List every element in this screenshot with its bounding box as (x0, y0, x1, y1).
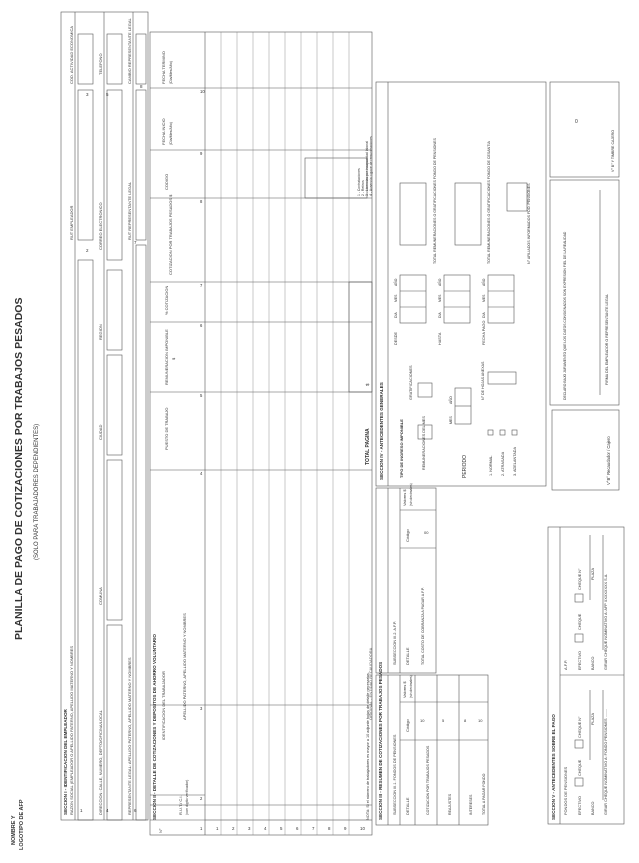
s2-remun-unit: $ (171, 357, 176, 360)
s4-total-cesantia-label: TOTAL REMUNERACIONES O GRATIFICACIONES FONDO DE CESANTIA (487, 141, 491, 264)
s1-actividad-label: COD. ACTIVIDAD ECONOMICA (69, 25, 74, 84)
s2-colnum-8: 8 (200, 199, 203, 204)
s4-gratif-label: GRATIFICACIONES (409, 365, 413, 400)
s3-row4-code: 10 (478, 718, 483, 723)
declaration-text: DECLARO BAJO JURAMENTO QUE LOS DATOS CONSIGNADOS SON EXPRESION FIEL DE LA REALIDAD (563, 231, 567, 400)
s4-hasta-dia: DIA (438, 312, 442, 318)
afp-cheque-label: CHEQUE (578, 613, 582, 630)
row-num-7: 7 (312, 826, 315, 831)
s3-row3-code: 8 (464, 718, 467, 723)
form-title: PLANILLA DE PAGO DE COTIZACIONES POR TRABAJOS PESADOS (13, 297, 25, 640)
s4-adelantada-label: 3. ADELANTADA (513, 446, 517, 476)
s2-colnum-4: 4 (200, 471, 203, 476)
s1-num-4: 4 (106, 808, 109, 813)
folio-mark: 0 (575, 119, 578, 125)
s2-colnum-3: 3 (200, 706, 203, 711)
s2-rut-sub-label: (con digito verificador) (185, 779, 189, 815)
row-num-8: 8 (328, 826, 331, 831)
s1-num-8: 8 (140, 84, 143, 89)
s4-hasta-anio: AÑO (438, 278, 442, 286)
s2-cotiz-label: COTIZACION POR TRABAJOS PESADOS $ (168, 194, 173, 275)
s1-comuna-label: COMUNA (98, 587, 103, 605)
s3-valores-sub-2: (sin decimales) (409, 483, 413, 506)
s2-colnum-5: 5 (200, 393, 203, 398)
s3-codigo-2: Código (405, 529, 410, 542)
s3-codigo-1: Código (405, 719, 410, 732)
recaudador-label: V°B° Recaudador / Cajero (606, 436, 611, 485)
s3-row3-label: INTERESES (469, 794, 473, 815)
s2-colnum-7: 7 (200, 283, 203, 288)
fondos-cheque-n-label: CHEQUE N° (578, 716, 582, 738)
form-subtitle: (SOLO PARA TRABAJADORES DEPENDIENTES) (34, 423, 40, 560)
afp-banco-label: BANCO (591, 656, 595, 670)
s4-total-remun-label: TOTAL REMUNERACIONES O GRATIFICACIONES FONDO DE PENSIONES (433, 138, 437, 264)
afp-plaza-label: PLAZA (591, 567, 595, 580)
row-num-5: 5 (280, 826, 283, 831)
fondos-girar-label: GIRAR CHEQUE NOMINATIVO A: FONDO PENSIONES ........ (604, 708, 608, 815)
row-num-10: 10 (360, 826, 365, 831)
s5-title: SECCION V - ANTECEDENTES SOBRE EL PAGO (551, 714, 556, 820)
s4-title: SECCION IV - ANTECEDENTES GENERALES (379, 382, 384, 480)
s4-afiliados-label: N° AFILIADOS INFORMADOS FDO. PENSIONES (527, 183, 531, 264)
s1-title: SECCION I - IDENTIFICACION DEL EMPLEADOR (63, 709, 68, 815)
afp-cheque-n-label: CHEQUE N° (578, 568, 582, 590)
s4-desde-anio: AÑO (394, 278, 398, 286)
s3-afp-row-code: 00 (424, 530, 429, 535)
s2-colnum-10: 10 (200, 89, 205, 94)
s2-remun-label: REMUNERACION IMPONIBLE (164, 329, 169, 385)
s4-hojas-label: N° DE HOJAS ANEXAS (481, 361, 485, 400)
s2-no-label: N° (158, 828, 163, 833)
s2-fecha-termino-label: FECHA TERMINO (161, 51, 166, 84)
s3-row1-code: 10 (420, 718, 425, 723)
s1-ciudad-label: CIUDAD (98, 424, 103, 440)
s4-desde-mes: MES (394, 294, 398, 302)
s3-afp-row-label: TOTAL COSTO DE COBRANZA A PAGAR A.F.P. (421, 587, 425, 665)
total-pagina-unit: $ (365, 383, 370, 386)
s3-row4-label: TOTAL A PAGAR FONDO (482, 773, 486, 815)
fondos-banco-label: BANCO (591, 801, 595, 815)
s1-num-7: 7 (134, 240, 137, 245)
s2-rut-label: R.U.T./ C.I. (178, 795, 183, 815)
s4-desde-label: DESDE (394, 331, 398, 345)
code-2: 2 - Retiros (361, 180, 365, 196)
s4-anio-label: AÑO (449, 396, 453, 404)
s1-num-2: 2 (86, 248, 89, 253)
s4-remun-mes-label: REMUNERACIONES DEL MES (422, 416, 426, 470)
s1-razon-label: RAZON SOCIAL (EMPLEADOR O APELLIDO PATERNO, APELLIDO MATERNO Y NOMBRES (69, 645, 74, 815)
s2-nombre-label: APELLIDO PATERNO, APELLIDO MATERNO Y NOMBRES (182, 613, 187, 720)
s3-detalle-1: DETALLE (405, 797, 410, 815)
s5-afp-label: A.F.P. (563, 659, 568, 670)
afp-efectivo-label: EFECTIVO (578, 651, 582, 670)
row-num-6: 6 (296, 826, 299, 831)
s4-hasta-mes: MES (438, 294, 442, 302)
s3-row2-label: REAJUSTES (448, 793, 452, 815)
s1-correo-label: CORREO ELECTRONICO (98, 202, 103, 250)
svg-text:LOGOTIPO DE AFP: LOGOTIPO DE AFP (19, 799, 25, 850)
s2-colnum-2: 2 (200, 796, 203, 801)
s2-codigo-label: CODIGO (164, 173, 169, 190)
s4-pago-anio: AÑO (482, 278, 486, 286)
s4-tipo-label: TIPO DE INGRESO IMPONIBLE (399, 419, 404, 478)
signature-label: FIRMA DEL EMPLEADOR O REPRESENTANTE LEGAL (605, 293, 609, 385)
s2-colnum-6: 6 (200, 323, 203, 328)
s4-pago-mes: MES (482, 294, 486, 302)
s4-fecha-pago-label: FECHA PAGO (482, 320, 486, 345)
row-num-2: 2 (232, 826, 235, 831)
fondos-plaza-label: PLAZA (591, 712, 595, 725)
s2-ident-label: IDENTIFICACION DEL TRABAJADOR (161, 671, 166, 740)
stamp-label: V° B° Y TIMBRE CAJERO (611, 129, 615, 172)
s4-normal-label: 1. NORMAL (489, 455, 493, 476)
s1-direccion-label: DIRECCION: CALLE, NUMERO, DEPTO/OFICINA/LOCAL (98, 710, 103, 815)
s1-repres-label: REPRESENTANTE LEGAL: APELLIDO PATERNO, APELLIDO MATERNO Y NOMBRES (127, 657, 132, 815)
code-3: 3 - Licencias por incapacidad laboral (365, 140, 369, 196)
s1-num-3: 3 (86, 92, 89, 97)
s3-title: SECCION III - RESUMEN DE COTIZACIONES POR TRABAJOS PESADOS (378, 661, 383, 820)
watermark-text: ORIGINAL - ENTIDAD RECAUDADORA (368, 647, 373, 720)
nota-text: NOTA: Si el número de trabajadores es mayor a 10 adjunte hojas de detalle necesarias. (366, 672, 370, 820)
row-num-1: 1 (216, 826, 219, 831)
row-num-4: 4 (264, 826, 267, 831)
row-num-3: 3 (248, 826, 251, 831)
s1-region-label: REGION (98, 324, 103, 340)
s2-fecha-inicio-label: FECHA INICIO (161, 118, 166, 145)
s4-atrasada-label: 2. ATRASADA (501, 451, 505, 476)
s3-sub2: SUBSECCION III.2. A.F.P. (393, 620, 397, 665)
s2-colnum-9: 9 (200, 151, 203, 156)
svg-text:NOMBRE Y: NOMBRE Y (11, 815, 17, 845)
fondos-cheque-label: CHEQUE (578, 759, 582, 776)
total-pagina-label: TOTAL PAGINA (365, 428, 371, 465)
s4-pago-dia: DIA (482, 312, 486, 318)
s2-fecha-termino-fmt: (Dia/Mes/Año) (169, 61, 173, 84)
s2-puesto-label: PUESTO DE TRABAJO (164, 407, 169, 450)
s3-row1-label: COTIZACION POR TRABAJOS PESADOS (426, 745, 430, 815)
s4-desde-dia: DIA (394, 312, 398, 318)
s4-periodo-label: PERIODO (462, 454, 468, 478)
code-1: 1 - Contrataciones (357, 168, 361, 196)
afp-girar-label: GIRAR CHEQUE NOMINATIVO A: AFP XXXXXXXX S.A. (604, 573, 608, 670)
s4-mes-label: MES (449, 416, 453, 424)
s3-valores-1: Valores $ (402, 681, 407, 698)
s2-title: SECCION II - DETALLE DE COTIZACIONES Y DEPOSITOS DE AHORRO VOLUNTARIO (152, 634, 157, 820)
s1-rut-repres-label: RUT REPRESENTANTE LEGAL (127, 181, 132, 240)
s2-fecha-inicio-fmt: (Dia/Mes/Año) (169, 122, 173, 145)
s3-sub1: SUBSECCION III.1. FONDOS DE PENSIONES (393, 734, 397, 815)
s1-num-5: 5 (106, 92, 109, 97)
s1-num-6: 6 (134, 808, 137, 813)
s5-fondos-label: FONDOS DE PENSIONES (563, 766, 568, 815)
s2-colnum-1: 1 (200, 826, 203, 831)
s1-rut-label: RUT EMPLEADOR (69, 205, 74, 240)
s1-cambio-repres-label: CAMBIO REPRESENTANTE LEGAL (127, 18, 132, 84)
s3-valores-2: Valores $ (402, 489, 407, 506)
fondos-efectivo-label: EFECTIVO (578, 796, 582, 815)
s2-pct-label: % COTIZACION (164, 285, 169, 315)
s1-num-1: 1 (80, 808, 83, 813)
s3-detalle-2: DETALLE (405, 647, 410, 665)
code-4: 4 - Ausencia o goce de remuneraciones (369, 136, 373, 196)
s3-row2-code: 5 (442, 718, 445, 723)
s4-hasta-label: HASTA (438, 332, 442, 345)
s1-telefono-label: TELEFONO (98, 53, 103, 75)
row-num-9: 9 (344, 826, 347, 831)
s3-valores-sub-1: (sin decimales) (409, 675, 413, 698)
